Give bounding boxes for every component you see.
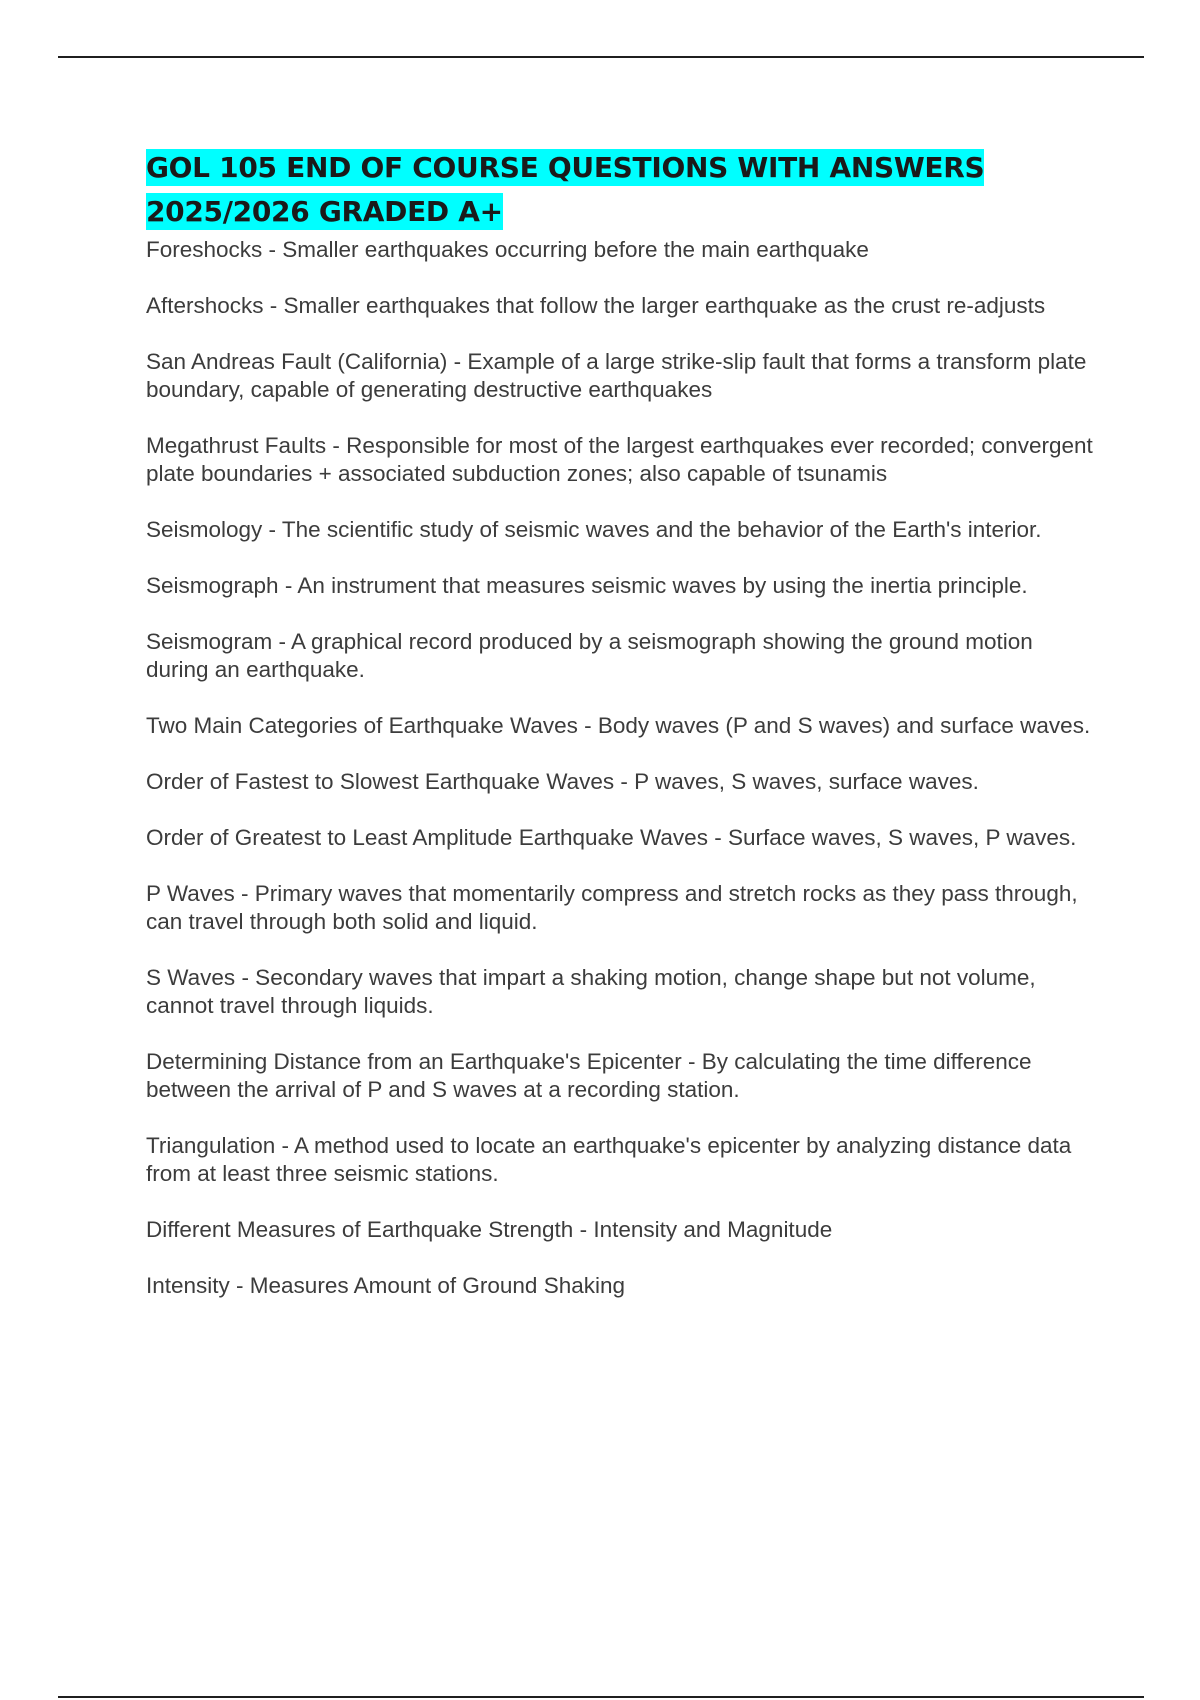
term-entry-wave-categories: Two Main Categories of Earthquake Waves - Body waves (P and S waves) and surface waves. [146, 713, 1091, 738]
term-entry-intensity: Intensity - Measures Amount of Ground Shaking [146, 1273, 626, 1298]
term-entry-seismogram: Seismogram - A graphical record produced by a seismograph showing the ground motion during an earthquake. [146, 629, 1033, 682]
term-entry-s-waves: S Waves - Secondary waves that impart a shaking motion, change shape but not volume, cannot travel through liquids. [146, 965, 1036, 1018]
term-entry-seismology: Seismology - The scientific study of seismic waves and the behavior of the Earth's interior. [146, 517, 1042, 542]
document-body [146, 146, 1096, 1328]
top-divider [58, 56, 1144, 58]
document-title [146, 146, 1096, 234]
term-entry-seismograph: Seismograph - An instrument that measures seismic waves by using the inertia principle. [146, 573, 1028, 598]
term-entry-triangulation: Triangulation - A method used to locate an earthquake's epicenter by analyzing distance data from at least three seismic stations. [146, 1133, 1072, 1186]
term-entry-p-waves: P Waves - Primary waves that momentarily compress and stretch rocks as they pass through, can travel through both solid and liquid. [146, 881, 1078, 934]
bottom-divider [58, 1696, 1144, 1698]
term-entry-aftershocks: Aftershocks - Smaller earthquakes that follow the larger earthquake as the crust re-adjusts [146, 293, 1046, 318]
term-entry-strength-measures: Different Measures of Earthquake Strength - Intensity and Magnitude [146, 1217, 833, 1242]
term-entry-megathrust-faults: Megathrust Faults - Responsible for most of the largest earthquakes ever recorded; convergent plate boundaries + associated subduction zones; also capable of tsunamis [146, 433, 1093, 486]
term-entry-wave-speed-order: Order of Fastest to Slowest Earthquake Waves - P waves, S waves, surface waves. [146, 769, 979, 794]
term-entry-foreshocks: Foreshocks - Smaller earthquakes occurring before the main earthquake [146, 237, 869, 262]
title-highlight: GOL 105 END OF COURSE QUESTIONS WITH ANSWERS 2025/2026 GRADED A+ [146, 151, 985, 228]
term-list [146, 236, 1096, 1300]
term-entry-wave-amplitude-order: Order of Greatest to Least Amplitude Earthquake Waves - Surface waves, S waves, P waves. [146, 825, 1077, 850]
term-entry-san-andreas-fault: San Andreas Fault (California) - Example of a large strike-slip fault that forms a transform plate boundary, capable of generating destructive earthquakes [146, 349, 1087, 402]
term-entry-epicenter-distance: Determining Distance from an Earthquake's Epicenter - By calculating the time difference between the arrival of P and S waves at a recording station. [146, 1049, 1032, 1102]
